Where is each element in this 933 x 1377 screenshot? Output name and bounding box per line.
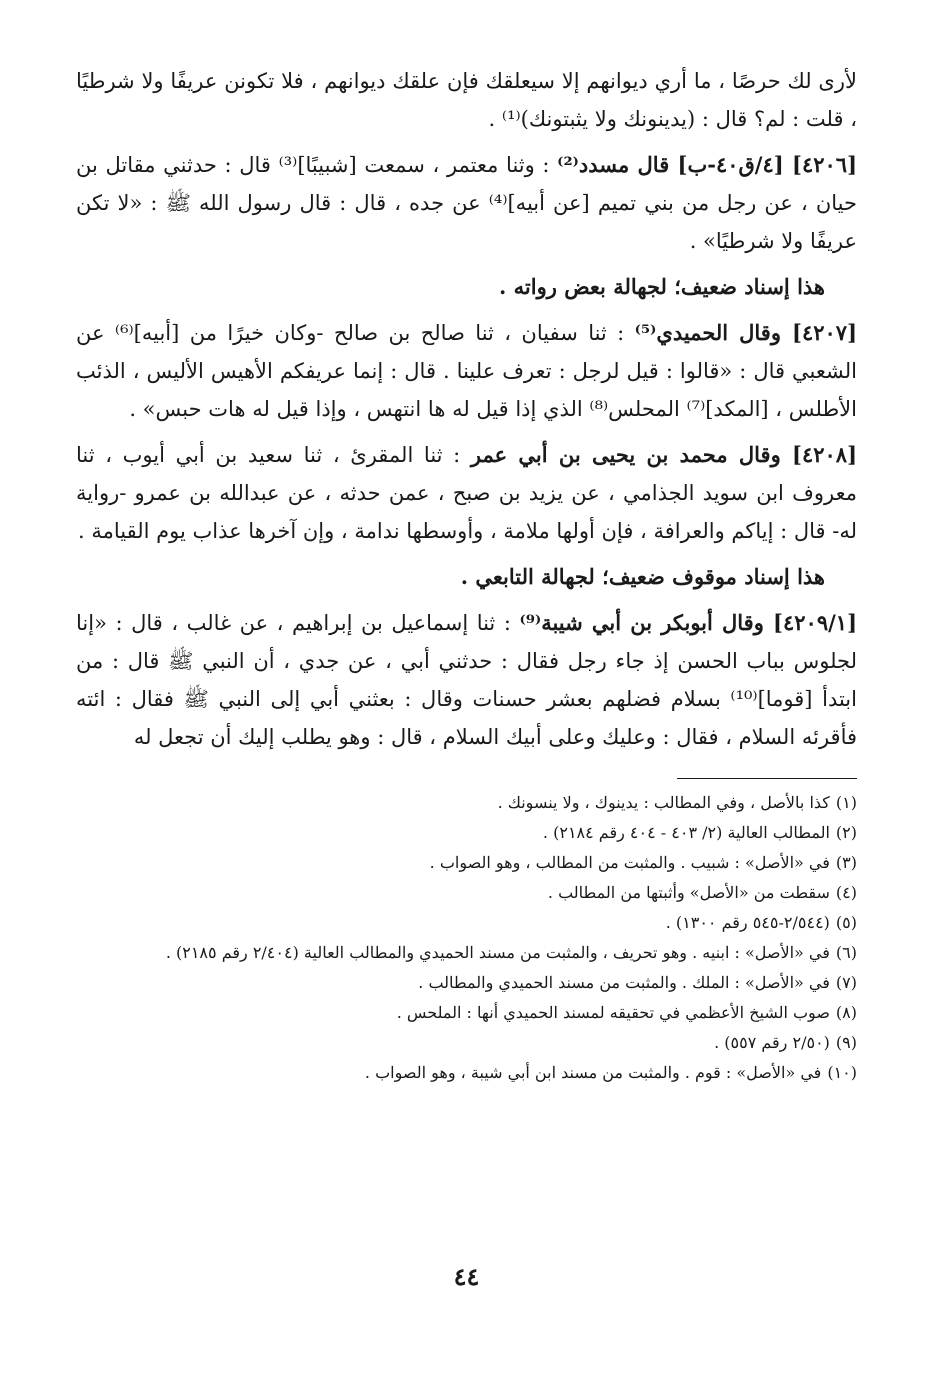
grading-note: هذا إسناد ضعيف؛ لجهالة بعض رواته . [499,274,825,299]
hadith-4209-1 [76,604,857,756]
footnote-item [76,971,857,995]
footnote-text: في «الأصل» : شبيب . والمثبت من المطالب ، وهو الصواب . [429,853,830,872]
footnote-item [76,881,857,905]
hadith-text: : ثنا سفيان ، ثنا صالح بن صالح -وكان خيرًا من [أبيه]⁽⁶⁾ عن الشعبي قال : «قالوا : قيل لرجل : تعرف علينا . قال : إنما عريفكم الأهيس الأليس ، الذئب الأطلس ، [المكد]⁽⁷⁾ المحلس⁽⁸⁾ الذي إذا قيل له ها انتهس ، وإذا قيل له هات حبس» . [76,321,857,421]
footnote-item [76,941,857,965]
footnote-number: (١٠) [827,1063,857,1082]
hadith-text: : ثنا المقرئ ، ثنا سعيد بن أبي أيوب ، ثنا معروف ابن سويد الجذامي ، عن يزيد بن صبح ، عمن حدثه ، عن عبدالله بن عمرو -رواية له- قال : إياكم والعرافة ، فإن أولها ملامة ، وأوسطها ندامة ، وإن آخرها عذاب يوم القيامة . [76,443,857,543]
footnote-item [76,821,857,845]
footnote-number: (٧) [835,973,857,992]
footnote-number: (٢) [835,823,857,842]
footnote-number: (٨) [835,1003,857,1022]
hadith-4208 [76,436,857,550]
hadith-reference: [٤٢٠٧] وقال الحميدي⁽⁵⁾ [634,320,857,345]
footnote-text: كذا بالأصل ، وفي المطالب : يدينوك ، ولا ينسونك . [497,793,830,812]
page-number: ٤٤ [453,1262,480,1291]
footnote-text: (٢/٥٤٤-٥٤٥ رقم ١٣٠٠) . [665,913,830,932]
footnote-text: في «الأصل» : الملك . والمثبت من مسند الحميدي والمطالب . [418,973,830,992]
hadith-text: : ثنا إسماعيل بن إبراهيم ، عن غالب ، قال : «إنا لجلوس بباب الحسن إذ جاء رجل فقال : حدثني أبي ، عن جدي ، أن النبي ﷺ قال : من ابتدأ [قوما]⁽¹⁰⁾ بسلام فضلهم بعشر حسنات وقال : بعثني أبي إلى النبي ﷺ فقال : ائته فأقرئه السلام ، فقال : وعليك وعلى أبيك السلام ، قال : وهو يطلب إليك أن تجعل له [76,611,857,749]
footnote-number: (٤) [835,883,857,902]
hadith-text: : وثنا معتمر ، سمعت [شبيبًا]⁽³⁾ قال : حدثني مقاتل بن حيان ، عن رجل من بني تميم [عن أبيه]⁽⁴⁾ عن جده ، قال : قال رسول الله ﷺ : «لا تكن عريفًا ولا شرطيًا» . [76,153,857,253]
footnote-text: صوب الشيخ الأعظمي في تحقيقه لمسند الحميدي أنها : الملحس . [396,1003,830,1022]
footnote-item [76,1061,857,1085]
grading-note: هذا إسناد موقوف ضعيف؛ لجهالة التابعي . [460,564,825,589]
footnote-number: (٦) [835,943,857,962]
footnote-text: في «الأصل» : قوم . والمثبت من مسند ابن أبي شيبة ، وهو الصواب . [364,1063,822,1082]
footnote-number: (٩) [835,1033,857,1052]
footnote-item [76,911,857,935]
footnote-number: (١) [835,793,857,812]
paragraph-continuation [76,62,857,138]
hadith-4207 [76,314,857,428]
footnote-item [76,1031,857,1055]
hadith-reference: [٤٢٠٦] [٤/ق٤٠-ب] قال مسدد⁽²⁾ [557,152,857,177]
footnote-text: المطالب العالية (٢/ ٤٠٣ - ٤٠٤ رقم ٢١٨٤) . [542,823,830,842]
footnote-item [76,1001,857,1025]
footnote-separator [677,778,857,779]
paragraph-text: لأرى لك حرصًا ، ما أري ديوانهم إلا سيعلقك فإن علقك ديوانهم ، فلا تكونن عريفًا ولا شرطيًا ، قلت : لم؟ قال : (يدينونك ولا يثبتونك)⁽¹⁾ . [76,69,857,131]
hadith-4206 [76,146,857,260]
footnotes-list [76,791,857,1085]
footnote-item [76,791,857,815]
footnote-item [76,851,857,875]
footnote-text: سقطت من «الأصل» وأثبتها من المطالب . [547,883,830,902]
hadith-reference: [٤٢٠٨] وقال محمد بن يحيى بن أبي عمر [470,442,857,467]
footnote-text: (٢/٥٠ رقم ٥٥٧) . [714,1033,830,1052]
hadith-reference: [٤٢٠٩/١] وقال أبوبكر بن أبي شيبة⁽⁹⁾ [519,610,857,635]
footnote-text: في «الأصل» : ابنيه . وهو تحريف ، والمثبت من مسند الحميدي والمطالب العالية (٢/٤٠٤ رقم ٢١٨٥) . [165,943,830,962]
footnote-number: (٣) [835,853,857,872]
footnote-number: (٥) [835,913,857,932]
